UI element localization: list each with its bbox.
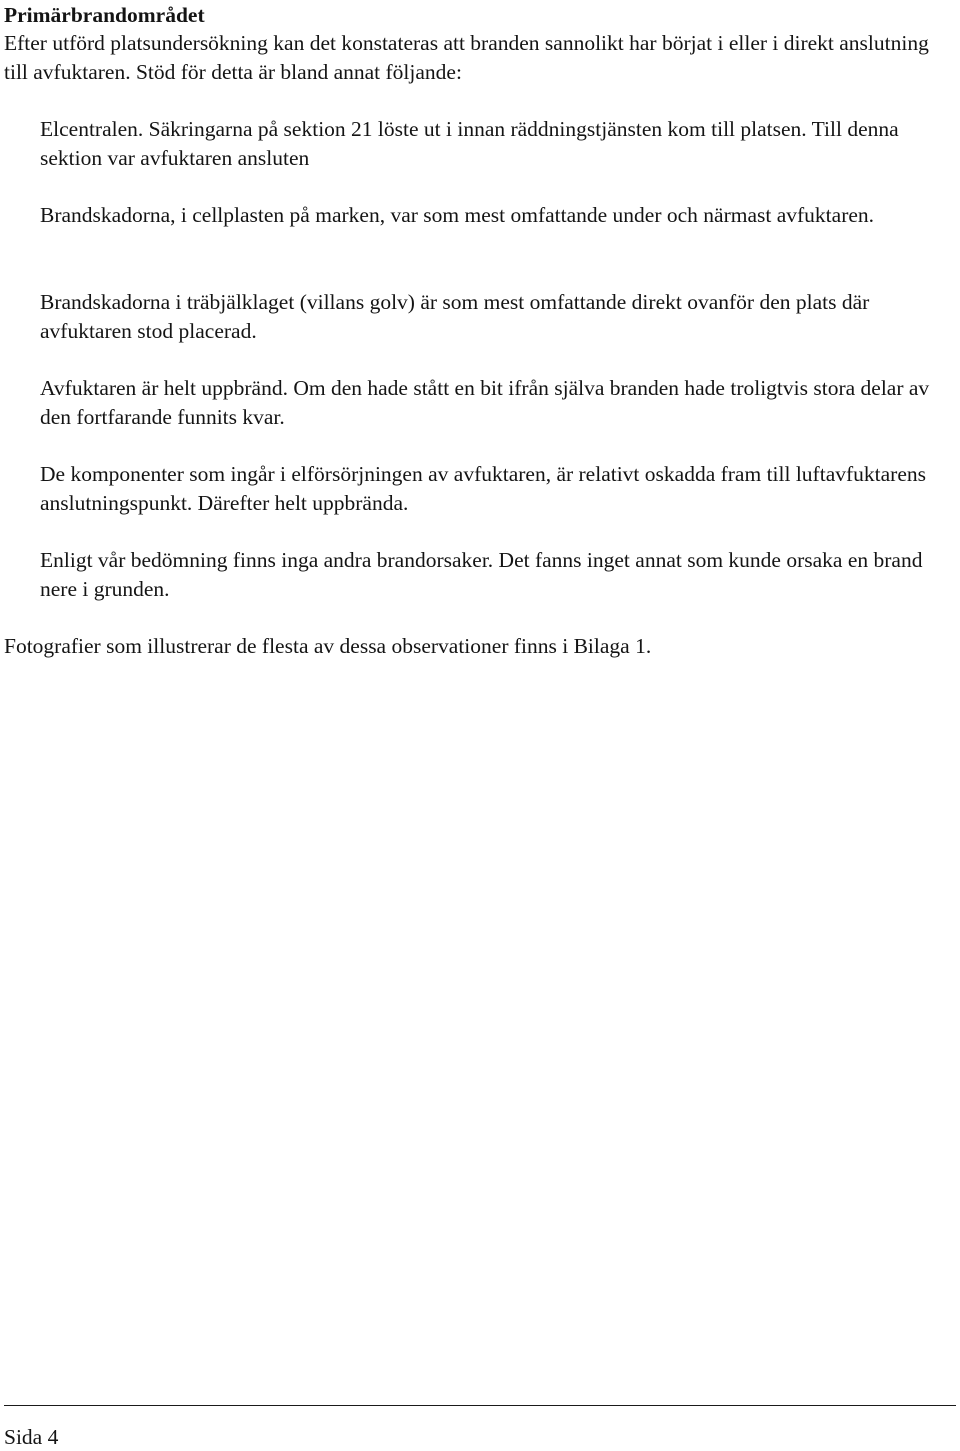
observation-paragraph: De komponenter som ingår i elförsörjningen av avfuktaren, är relativt oskadda fram till luftavfuktarens anslutningspunkt. Därefter helt uppbrända. <box>40 462 926 515</box>
page-number: Sida 4 <box>4 1425 59 1449</box>
intro-paragraph: Efter utförd platsundersökning kan det konstateras att branden sannolikt har börjat i eller i direkt anslutning till avfuktaren. Stöd för detta är bland annat följande: <box>4 31 929 84</box>
section-heading: Primärbrandområdet <box>4 3 205 27</box>
footer-divider <box>4 1405 956 1406</box>
observation-paragraph: Elcentralen. Säkringarna på sektion 21 löste ut i innan räddningstjänsten kom till platsen. Till denna sektion var avfuktaren ansluten <box>40 117 899 170</box>
closing-paragraph: Fotografier som illustrerar de flesta av dessa observationer finns i Bilaga 1. <box>4 634 652 658</box>
observation-paragraph: Brandskadorna, i cellplasten på marken, var som mest omfattande under och närmast avfuktaren. <box>40 203 875 227</box>
observation-paragraph: Avfuktaren är helt uppbränd. Om den hade stått en bit ifrån själva branden hade troligtvis stora delar av den fortfarande funnits kvar. <box>40 376 930 429</box>
observation-paragraph: Brandskadorna i träbjälklaget (villans golv) är som mest omfattande direkt ovanför den plats där avfuktaren stod placerad. <box>40 290 870 343</box>
observation-paragraph: Enligt vår bedömning finns inga andra brandorsaker. Det fanns inget annat som kunde orsaka en brand nere i grunden. <box>40 548 923 601</box>
